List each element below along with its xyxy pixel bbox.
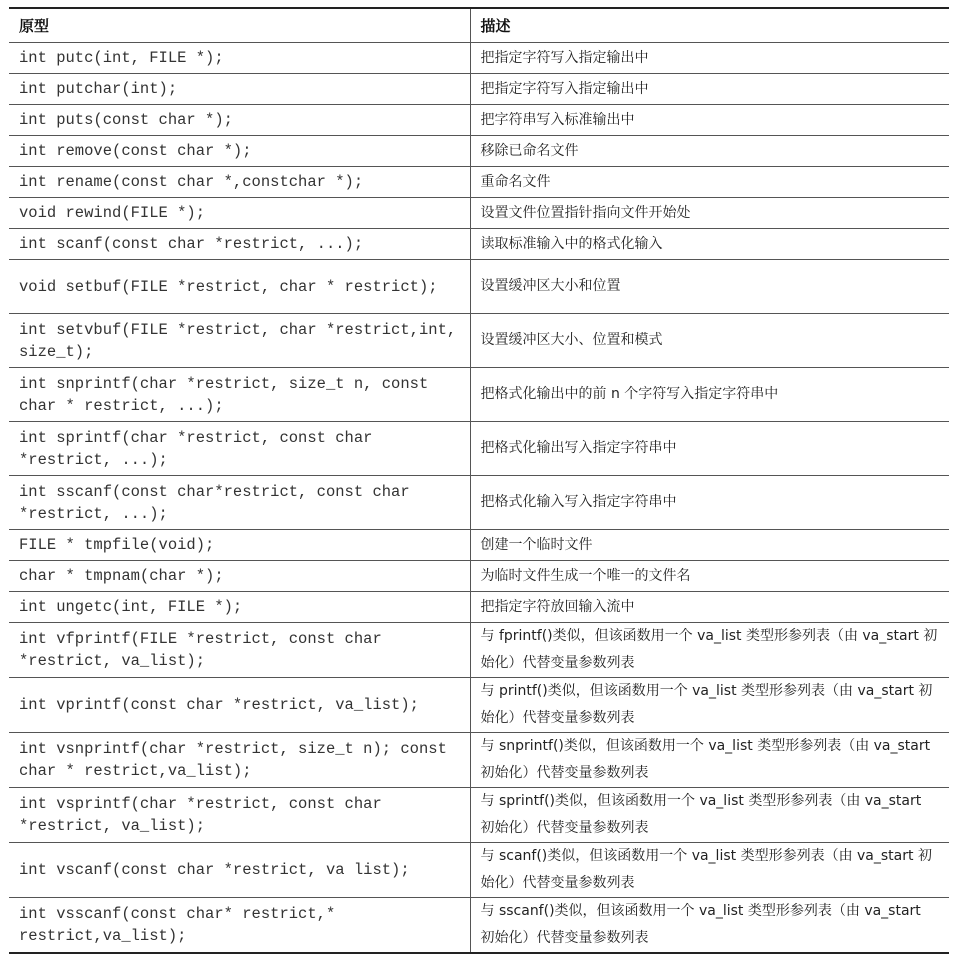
prototype-cell: int rename(const char *,constchar *); xyxy=(9,167,470,198)
stdio-functions-table xyxy=(9,7,949,954)
description-cell: 创建一个临时文件 xyxy=(470,530,949,561)
prototype-cell: int putchar(int); xyxy=(9,74,470,105)
table-row xyxy=(9,167,949,198)
description-cell: 把格式化输入写入指定字符串中 xyxy=(470,476,949,530)
description-cell: 与 sscanf()类似，但该函数用一个 va_list 类型形参列表（由 va_start 初始化）代替变量参数列表 xyxy=(470,898,949,954)
description-cell: 把指定字符放回输入流中 xyxy=(470,592,949,623)
table-row xyxy=(9,592,949,623)
prototype-cell: int vprintf(const char *restrict, va_list); xyxy=(9,678,470,733)
prototype-cell: int ungetc(int, FILE *); xyxy=(9,592,470,623)
table-row xyxy=(9,623,949,678)
table-row xyxy=(9,136,949,167)
prototype-cell: char * tmpnam(char *); xyxy=(9,561,470,592)
prototype-cell: int vsnprintf(char *restrict, size_t n); const char * restrict,va_list); xyxy=(9,733,470,788)
description-cell: 与 fprintf()类似，但该函数用一个 va_list 类型形参列表（由 va_start 初始化）代替变量参数列表 xyxy=(470,623,949,678)
description-cell: 设置文件位置指针指向文件开始处 xyxy=(470,198,949,229)
description-cell: 与 scanf()类似，但该函数用一个 va_list 类型形参列表（由 va_start 初始化）代替变量参数列表 xyxy=(470,843,949,898)
table-row xyxy=(9,530,949,561)
description-cell: 把格式化输出中的前 n 个字符写入指定字符串中 xyxy=(470,368,949,422)
table-row xyxy=(9,843,949,898)
table-row xyxy=(9,43,949,74)
description-cell: 与 printf()类似，但该函数用一个 va_list 类型形参列表（由 va_start 初始化）代替变量参数列表 xyxy=(470,678,949,733)
table-row xyxy=(9,314,949,368)
table-row xyxy=(9,74,949,105)
table-row xyxy=(9,733,949,788)
table-row xyxy=(9,788,949,843)
prototype-cell: int vscanf(const char *restrict, va list); xyxy=(9,843,470,898)
table-row xyxy=(9,898,949,954)
prototype-cell: void rewind(FILE *); xyxy=(9,198,470,229)
prototype-cell: int remove(const char *); xyxy=(9,136,470,167)
prototype-cell: int sscanf(const char*restrict, const char *restrict, ...); xyxy=(9,476,470,530)
prototype-cell: int vsprintf(char *restrict, const char *restrict, va_list); xyxy=(9,788,470,843)
description-cell: 设置缓冲区大小、位置和模式 xyxy=(470,314,949,368)
description-cell: 把指定字符写入指定输出中 xyxy=(470,74,949,105)
prototype-cell: int vsscanf(const char* restrict,* restrict,va_list); xyxy=(9,898,470,954)
description-cell: 为临时文件生成一个唯一的文件名 xyxy=(470,561,949,592)
description-cell: 与 sprintf()类似，但该函数用一个 va_list 类型形参列表（由 va_start 初始化）代替变量参数列表 xyxy=(470,788,949,843)
table-row xyxy=(9,229,949,260)
prototype-cell: int setvbuf(FILE *restrict, char *restrict,int, size_t); xyxy=(9,314,470,368)
prototype-cell: int puts(const char *); xyxy=(9,105,470,136)
table-row xyxy=(9,561,949,592)
prototype-cell: int snprintf(char *restrict, size_t n, const char * restrict, ...); xyxy=(9,368,470,422)
table-row xyxy=(9,678,949,733)
description-cell: 移除已命名文件 xyxy=(470,136,949,167)
prototype-cell: int scanf(const char *restrict, ...); xyxy=(9,229,470,260)
table-row xyxy=(9,422,949,476)
header-description: 描述 xyxy=(470,8,949,43)
header-prototype: 原型 xyxy=(9,8,470,43)
prototype-cell: int vfprintf(FILE *restrict, const char *restrict, va_list); xyxy=(9,623,470,678)
header-row xyxy=(9,8,949,43)
prototype-cell: int sprintf(char *restrict, const char *restrict, ...); xyxy=(9,422,470,476)
prototype-cell: void setbuf(FILE *restrict, char * restrict); xyxy=(9,260,470,314)
description-cell: 把格式化输出写入指定字符串中 xyxy=(470,422,949,476)
table-row xyxy=(9,260,949,314)
table-row xyxy=(9,198,949,229)
description-cell: 重命名文件 xyxy=(470,167,949,198)
description-cell: 读取标准输入中的格式化输入 xyxy=(470,229,949,260)
prototype-cell: int putc(int, FILE *); xyxy=(9,43,470,74)
description-cell: 把指定字符写入指定输出中 xyxy=(470,43,949,74)
table-row xyxy=(9,105,949,136)
table-row xyxy=(9,368,949,422)
description-cell: 把字符串写入标准输出中 xyxy=(470,105,949,136)
prototype-cell: FILE * tmpfile(void); xyxy=(9,530,470,561)
table-row xyxy=(9,476,949,530)
description-cell: 设置缓冲区大小和位置 xyxy=(470,260,949,314)
description-cell: 与 snprintf()类似，但该函数用一个 va_list 类型形参列表（由 va_start 初始化）代替变量参数列表 xyxy=(470,733,949,788)
